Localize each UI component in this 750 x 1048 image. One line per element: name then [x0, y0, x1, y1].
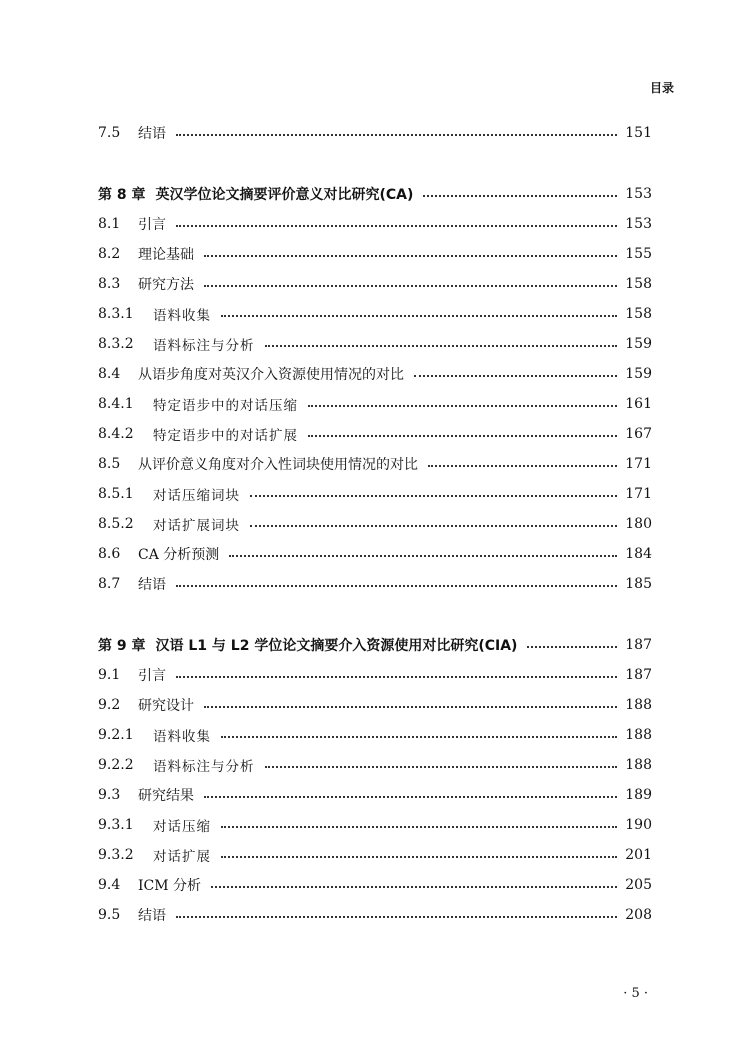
- toc-subentry[interactable]: [98, 479, 652, 509]
- toc-entry-page: 187: [625, 667, 652, 683]
- toc-subentry[interactable]: [98, 810, 652, 840]
- dot-leader: [229, 555, 617, 557]
- toc-entry-page: 158: [625, 276, 652, 292]
- dot-leader: [176, 134, 617, 136]
- toc-entry-title: 从评价意义角度对介入性词块使用情况的对比: [138, 457, 418, 473]
- toc-entry-title: 研究结果: [138, 788, 194, 804]
- toc-entry-page: 159: [625, 366, 652, 382]
- toc-entry[interactable]: [98, 359, 652, 389]
- toc-entry-title: 理论基础: [138, 247, 194, 263]
- toc-entry[interactable]: [98, 690, 652, 720]
- toc-entry-number: 9.5: [98, 907, 121, 923]
- toc-entry-title: ICM 分析: [138, 878, 202, 894]
- toc-entry-page: 158: [625, 306, 652, 322]
- toc-entry-number: 9.3: [98, 787, 121, 803]
- toc-entry-page: 188: [625, 757, 652, 773]
- toc-entry-title: 语料标注与分析: [153, 759, 255, 775]
- dot-leader: [250, 525, 617, 527]
- dot-leader: [204, 285, 617, 287]
- toc-entry-page: 185: [625, 576, 652, 592]
- dot-leader: [221, 856, 617, 858]
- toc-entry-number: 8.2: [98, 246, 121, 262]
- toc-subentry[interactable]: [98, 329, 652, 359]
- toc-entry-page: 184: [625, 546, 652, 562]
- toc-entry-title: 对话扩展词块: [153, 518, 240, 534]
- toc-entry-number: 8.5.2: [98, 516, 134, 532]
- toc-entry-page: 151: [625, 125, 652, 141]
- toc-entry-title: 特定语步中的对话扩展: [153, 428, 298, 444]
- toc-entry-title: 结语: [138, 908, 166, 924]
- toc-entry-number: 第 9 章: [98, 638, 146, 654]
- dot-leader: [428, 465, 617, 467]
- dot-leader: [308, 405, 617, 407]
- toc-entry-title: CA 分析预测: [138, 547, 220, 563]
- toc-entry-page: 190: [625, 817, 652, 833]
- dot-leader: [211, 886, 617, 888]
- toc-entry-title: 特定语步中的对话压缩: [153, 398, 298, 414]
- dot-leader: [308, 435, 617, 437]
- toc-entry[interactable]: [98, 239, 652, 269]
- dot-leader: [414, 375, 617, 377]
- toc-entry-page: 153: [625, 186, 652, 202]
- toc-entry-title: 语料收集: [153, 729, 211, 745]
- toc-chapter-entry[interactable]: [98, 630, 652, 660]
- dot-leader: [423, 195, 617, 197]
- toc-entry-number: 8.7: [98, 576, 121, 592]
- toc-entry[interactable]: [98, 269, 652, 299]
- toc-entry-page: 187: [625, 637, 652, 653]
- toc-entry-number: 8.5: [98, 456, 121, 472]
- toc-entry-number: 8.4.1: [98, 396, 134, 412]
- dot-leader: [204, 255, 617, 257]
- toc-entry-page: 159: [625, 336, 652, 352]
- toc-subentry[interactable]: [98, 509, 652, 539]
- toc-entry-page: 155: [625, 246, 652, 262]
- toc-entry-page: 180: [625, 516, 652, 532]
- toc-entry-number: 8.3.1: [98, 306, 134, 322]
- toc-entry-page: 188: [625, 727, 652, 743]
- toc-entry-page: 171: [625, 486, 652, 502]
- toc-subentry[interactable]: [98, 389, 652, 419]
- toc-entry-number: 9.3.1: [98, 817, 134, 833]
- toc-entry-title: 对话压缩: [153, 819, 211, 835]
- chapter-gap: [98, 599, 652, 630]
- toc-entry-page: 201: [625, 847, 652, 863]
- toc-entry-page: 205: [625, 877, 652, 893]
- toc-subentry[interactable]: [98, 750, 652, 780]
- toc-entry-number: 8.5.1: [98, 486, 134, 502]
- toc-entry-page: 161: [625, 396, 652, 412]
- toc-entry-page: 208: [625, 907, 652, 923]
- toc-entry-page: 153: [625, 216, 652, 232]
- toc-entry-title: 语料收集: [153, 308, 211, 324]
- toc-entry[interactable]: [98, 900, 652, 930]
- toc-subentry[interactable]: [98, 720, 652, 750]
- toc-entry-number: 8.4: [98, 366, 121, 382]
- toc-entry[interactable]: [98, 539, 652, 569]
- dot-leader: [221, 315, 617, 317]
- toc-entry[interactable]: [98, 118, 652, 148]
- page-number: · 5 ·: [623, 986, 648, 1001]
- toc-subentry[interactable]: [98, 299, 652, 329]
- dot-leader: [527, 646, 617, 648]
- dot-leader: [176, 676, 617, 678]
- dot-leader: [204, 706, 617, 708]
- toc-entry-number: 9.2.2: [98, 757, 134, 773]
- toc-entry-page: 167: [625, 426, 652, 442]
- toc-entry-number: 8.6: [98, 546, 121, 562]
- dot-leader: [250, 495, 617, 497]
- toc-entry[interactable]: [98, 780, 652, 810]
- dot-leader: [176, 225, 617, 227]
- toc-entry-number: 7.5: [98, 125, 121, 141]
- toc-entry[interactable]: [98, 449, 652, 479]
- toc-entry-number: 8.3.2: [98, 336, 134, 352]
- dot-leader: [221, 736, 617, 738]
- chapter-gap: [98, 148, 652, 179]
- toc-subentry[interactable]: [98, 840, 652, 870]
- toc-entry-title: 英汉学位论文摘要评价意义对比研究(CA): [155, 187, 414, 203]
- toc-entry-title: 研究设计: [138, 698, 194, 714]
- dot-leader: [221, 826, 617, 828]
- toc-entry-title: 语料标注与分析: [153, 338, 255, 354]
- toc-entry-title: 汉语 L1 与 L2 学位论文摘要介入资源使用对比研究(CIA): [155, 638, 518, 654]
- toc-entry-number: 8.1: [98, 216, 121, 232]
- toc-entry[interactable]: [98, 209, 652, 239]
- dot-leader: [265, 766, 618, 768]
- toc-entry-title: 对话压缩词块: [153, 488, 240, 504]
- toc-entry-page: 171: [625, 456, 652, 472]
- toc-entry-number: 9.3.2: [98, 847, 134, 863]
- toc-entry-number: 9.1: [98, 667, 121, 683]
- toc-entry-title: 对话扩展: [153, 849, 211, 865]
- toc-entry-title: 结语: [138, 577, 166, 593]
- table-of-contents: [98, 118, 652, 930]
- toc-entry-title: 引言: [138, 668, 166, 684]
- toc-entry[interactable]: [98, 660, 652, 690]
- dot-leader: [265, 345, 618, 347]
- toc-entry-title: 引言: [138, 217, 166, 233]
- running-header-title: 目录: [649, 81, 674, 95]
- toc-entry-number: 9.4: [98, 877, 121, 893]
- toc-chapter-entry[interactable]: [98, 179, 652, 209]
- toc-entry[interactable]: [98, 870, 652, 900]
- toc-subentry[interactable]: [98, 419, 652, 449]
- dot-leader: [204, 796, 617, 798]
- dot-leader: [176, 916, 617, 918]
- toc-entry-number: 9.2: [98, 697, 121, 713]
- toc-entry-title: 研究方法: [138, 277, 194, 293]
- toc-entry-number: 8.3: [98, 276, 121, 292]
- toc-entry-number: 8.4.2: [98, 426, 134, 442]
- toc-entry-title: 结语: [138, 126, 166, 142]
- toc-entry-page: 188: [625, 697, 652, 713]
- toc-entry-page: 189: [625, 787, 652, 803]
- toc-entry[interactable]: [98, 569, 652, 599]
- toc-entry-title: 从语步角度对英汉介入资源使用情况的对比: [138, 367, 404, 383]
- dot-leader: [176, 585, 617, 587]
- toc-entry-number: 9.2.1: [98, 727, 134, 743]
- toc-entry-number: 第 8 章: [98, 187, 146, 203]
